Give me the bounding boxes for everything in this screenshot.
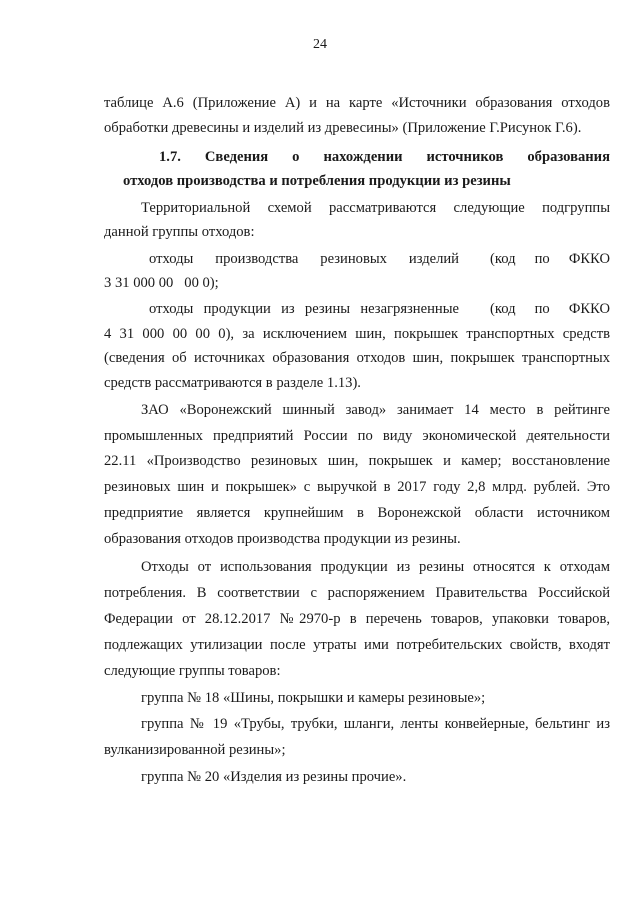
page-number: 24 <box>313 37 327 52</box>
text-line <box>149 249 610 269</box>
text-fragment: отходы продукции из резины незагрязненные <box>149 301 459 317</box>
text-line: таблице А.6 (Приложение А) и на карте «Источники образования отходов <box>104 95 610 111</box>
section-heading: 1.7. Сведения о нахождении источников образования <box>159 149 610 165</box>
list-item-cont: вулканизированной резины»; <box>104 742 286 758</box>
text-line: Отходы от использования продукции из резины относятся к отходам <box>141 559 610 575</box>
text-line: следующие группы товаров: <box>104 663 281 679</box>
text-line: подлежащих утилизации после утраты ими потребительских свойств, входят <box>104 637 610 653</box>
text-line: 4 31 000 00 00 0), за исключением шин, покрышек транспортных средств <box>104 326 610 342</box>
list-item: группа № 19 «Трубы, трубки, шланги, ленты конвейерные, бельтинг из <box>141 716 610 732</box>
text-line: Территориальной схемой рассматриваются следующие подгруппы <box>141 200 610 216</box>
text-line: данной группы отходов: <box>104 224 255 240</box>
text-fragment: отходы производства резиновых изделий <box>149 251 459 267</box>
text-fragment: (код по ФККО <box>490 251 610 267</box>
text-line: 3 31 000 00 00 0); <box>104 275 219 291</box>
text-line: Федерации от 28.12.2017 №2970-р в перечень товаров, упаковки товаров, <box>104 611 610 627</box>
text-line: промышленных предприятий России по виду экономической деятельности <box>104 428 610 444</box>
text-line: (сведения об источниках образования отходов шин, покрышек транспортных <box>104 350 610 366</box>
text-line: образования отходов производства продукции из резины. <box>104 531 461 547</box>
text-line: обработки древесины и изделий из древесины» (Приложение Г.Рисунок Г.6). <box>104 120 582 136</box>
text-fragment: (код по ФККО <box>490 301 610 317</box>
section-heading-cont: отходов производства и потребления продукции из резины <box>123 173 511 189</box>
text-line: 22.11 «Производство резиновых шин, покрышек и камер; восстановление <box>104 453 610 469</box>
text-line: резиновых шин и покрышек» с выручкой в 2017 году 2,8 млрд. рублей. Это <box>104 479 610 495</box>
text-line <box>149 299 610 319</box>
list-item: группа № 20 «Изделия из резины прочие». <box>141 769 407 785</box>
text-line: ЗАО «Воронежский шинный завод» занимает 14 место в рейтинге <box>141 402 610 418</box>
list-item: группа № 18 «Шины, покрышки и камеры резиновые»; <box>141 690 486 706</box>
text-line: потребления. В соответствии с распоряжением Правительства Российской <box>104 585 610 601</box>
text-line: средств рассматриваются в разделе 1.13). <box>104 375 361 391</box>
text-line: предприятие является крупнейшим в Воронежской области источником <box>104 505 610 521</box>
